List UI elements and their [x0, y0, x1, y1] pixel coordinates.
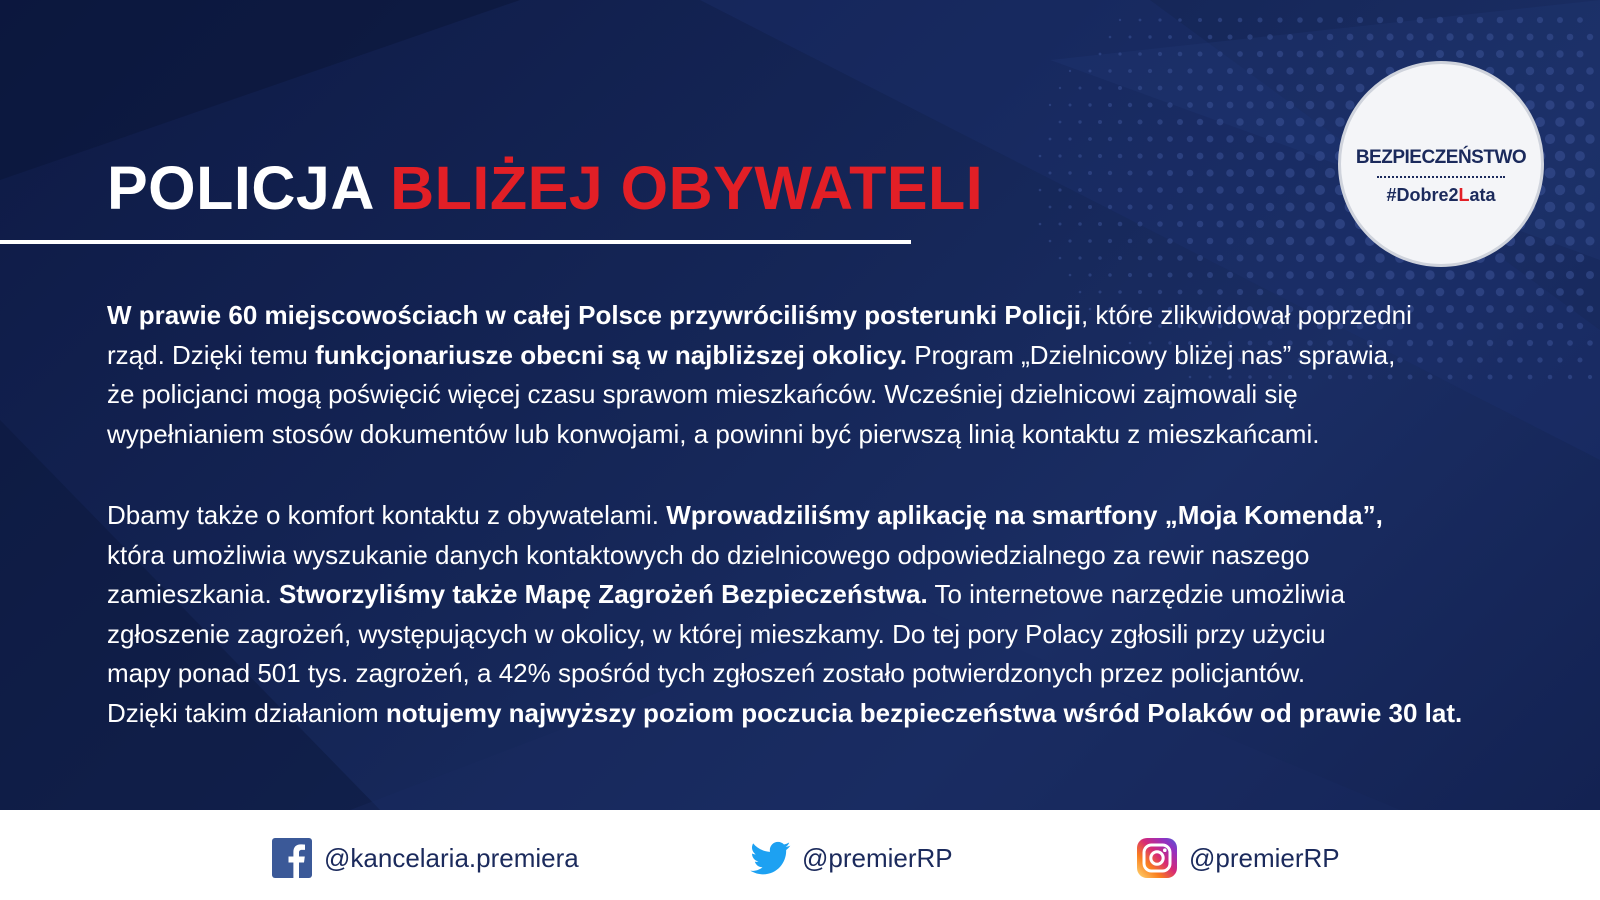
- text-segment: zgłoszenie zagrożeń, występujących w okolicy, w której mieszkamy. Do tej pory Polacy zgłosili przy użyciu: [107, 618, 1326, 649]
- facebook-icon: [272, 838, 312, 878]
- bold-text-segment: funkcjonariusze obecni są w najbliższej okolicy.: [315, 339, 907, 370]
- bold-text-segment: W prawie 60 miejscowościach w całej Polsce przywróciliśmy posterunki Policji: [107, 300, 1081, 330]
- text-segment: rząd. Dzięki temu: [107, 339, 316, 370]
- bold-text-segment: Stworzyliśmy także Mapę Zagrożeń Bezpieczeństwa.: [278, 579, 928, 609]
- twitter-handle: @premierRP: [802, 842, 953, 873]
- badge-hashtag-accent: L: [1458, 185, 1470, 205]
- title-underline: [0, 240, 911, 244]
- text-segment: która umożliwia wyszukanie danych kontaktowych do dzielnicowego odpowiedzialnego za rewir naszego: [107, 539, 1310, 570]
- text-segment: zamieszkania.: [107, 579, 279, 609]
- paragraph-posterunki: [107, 296, 1547, 454]
- text-segment: Dzięki takim działaniom: [107, 697, 386, 728]
- bold-text-segment: Wprowadziliśmy aplikację na smartfony „Moja Komenda”,: [666, 500, 1383, 530]
- badge-hashtag-prefix: #Dobre2: [1386, 185, 1459, 205]
- title-part-red: BLIŻEJ OBYWATELI: [390, 154, 984, 222]
- instagram-link[interactable]: [1137, 838, 1340, 878]
- bold-text-segment: notujemy najwyższy poziom poczucia bezpieczeństwa wśród Polaków od prawie 30 lat.: [385, 697, 1463, 728]
- text-segment: mapy ponad 501 tys. zagrożeń, a 42% spośród tych zgłoszeń zostało potwierdzonych przez policjantów.: [107, 658, 1306, 688]
- badge-divider: [1377, 176, 1505, 178]
- page-title: [107, 152, 983, 224]
- text-segment: Dbamy także o komfort kontaktu z obywatelami.: [107, 500, 667, 530]
- topic-badge: [1338, 61, 1544, 267]
- text-segment: Program „Dzielnicowy bliżej nas” sprawia,: [906, 339, 1396, 370]
- instagram-icon: [1137, 838, 1177, 878]
- text-segment: , które zlikwidował poprzedni: [1080, 300, 1412, 330]
- social-footer: [0, 810, 1600, 900]
- text-segment: że policjanci mogą poświęcić więcej czasu sprawom mieszkańców. Wcześniej dzielnicowi zajmowali się: [107, 379, 1298, 409]
- twitter-link[interactable]: [750, 838, 953, 878]
- text-segment: To internetowe narzędzie umożliwia: [927, 579, 1345, 609]
- badge-hashtag-suffix: ata: [1469, 185, 1496, 205]
- instagram-handle: @premierRP: [1189, 842, 1340, 873]
- badge-hashtag: [1341, 185, 1541, 206]
- facebook-handle: @kancelaria.premiera: [324, 842, 579, 873]
- text-segment: wypełnianiem stosów dokumentów lub konwojami, a powinni być pierwszą linią kontaktu z mieszkańcami.: [107, 418, 1320, 449]
- title-part-white: POLICJA: [107, 154, 373, 222]
- badge-title: BEZPIECZEŃSTWO: [1355, 147, 1527, 168]
- facebook-link[interactable]: [272, 838, 579, 878]
- paragraph-moja-komenda: [107, 496, 1547, 733]
- twitter-icon: [750, 838, 790, 878]
